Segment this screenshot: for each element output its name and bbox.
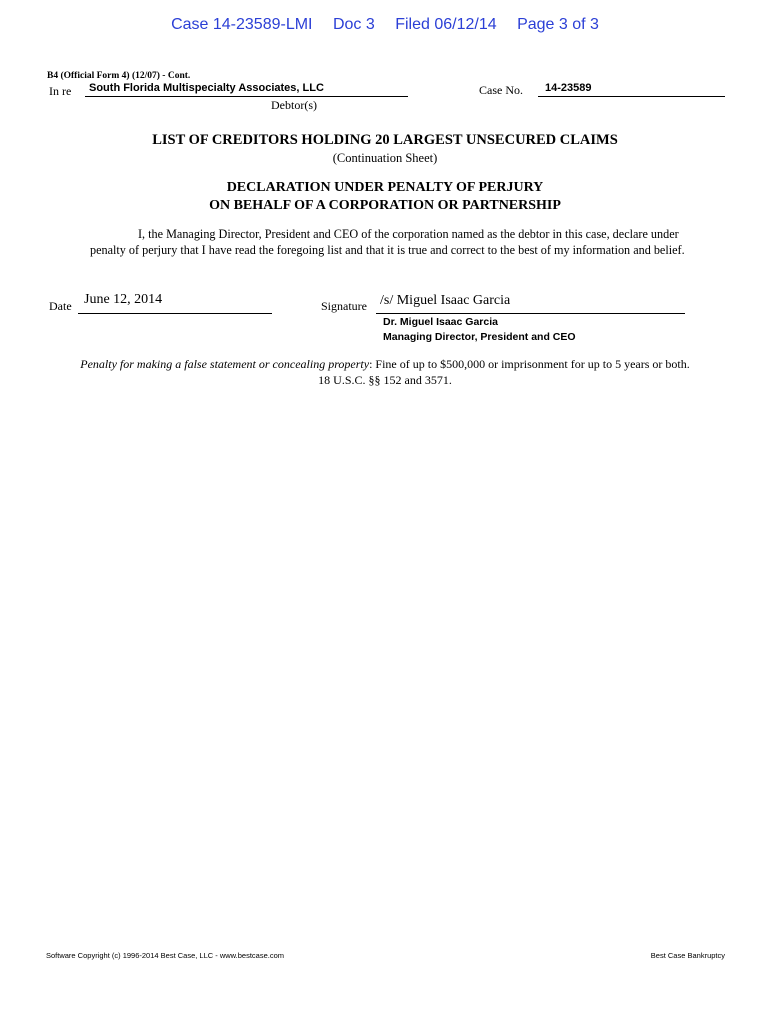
- signer-title: Managing Director, President and CEO: [383, 331, 576, 343]
- footer-brand: Best Case Bankruptcy: [650, 951, 725, 960]
- debtor-underline: [85, 96, 408, 97]
- page-number-stamp: Page 3 of 3: [517, 16, 599, 33]
- date-value: June 12, 2014: [84, 292, 163, 307]
- penalty-label: Penalty for making a false statement or concealing property: [80, 357, 370, 371]
- in-re-label: In re: [49, 84, 72, 98]
- signature-value: /s/ Miguel Isaac Garcia: [380, 293, 511, 308]
- declaration-heading-line-2: ON BEHALF OF A CORPORATION OR PARTNERSHIP: [209, 198, 561, 213]
- case-no-underline: [538, 96, 725, 97]
- case-no-label: Case No.: [479, 83, 523, 97]
- date-underline: [78, 313, 272, 314]
- signature-label: Signature: [321, 299, 367, 313]
- signature-underline: [376, 313, 685, 314]
- date-label: Date: [49, 299, 72, 313]
- penalty-text: : Fine of up to $500,000 or imprisonment for up to 5 years or both.: [369, 357, 690, 371]
- document-title: LIST OF CREDITORS HOLDING 20 LARGEST UNSECURED CLAIMS: [152, 132, 618, 148]
- penalty-notice: [0, 357, 770, 372]
- case-no-value: 14-23589: [545, 82, 592, 94]
- penalty-citation: 18 U.S.C. §§ 152 and 3571.: [318, 373, 452, 387]
- signer-name: Dr. Miguel Isaac Garcia: [383, 316, 498, 328]
- declaration-heading-line-1: DECLARATION UNDER PENALTY OF PERJURY: [226, 180, 544, 195]
- declaration-text: I, the Managing Director, President and CEO of the corporation named as the debtor in this case, declare under penalty of perjury that I have read the foregoing list and that it is true and correct to the best of my information and belief.: [90, 227, 685, 257]
- filed-date-stamp: Filed 06/12/14: [395, 16, 497, 33]
- debtor-name: South Florida Multispecialty Associates, LLC: [89, 82, 324, 94]
- footer-copyright: Software Copyright (c) 1996-2014 Best Case, LLC - www.bestcase.com: [46, 951, 285, 960]
- form-identifier: B4 (Official Form 4) (12/07) - Cont.: [47, 71, 191, 81]
- declaration-body: [90, 227, 690, 258]
- doc-number-stamp: Doc 3: [332, 16, 375, 33]
- debtor-label: Debtor(s): [271, 98, 317, 112]
- case-number-stamp: Case 14-23589-LMI: [171, 16, 313, 33]
- court-filing-header: [0, 16, 770, 34]
- document-subtitle: (Continuation Sheet): [332, 151, 438, 165]
